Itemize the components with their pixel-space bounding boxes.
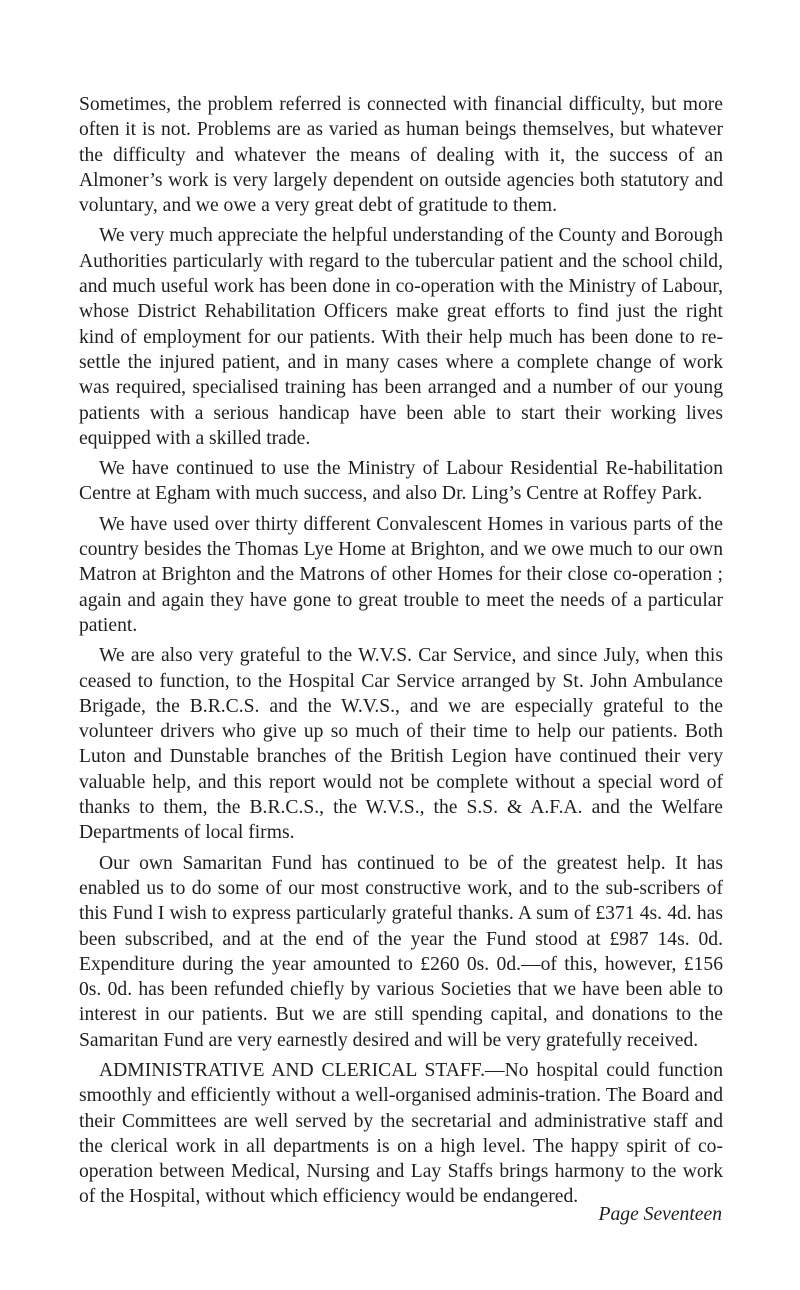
paragraph-car-service: We are also very grateful to the W.V.S. Car Service, and since July, when this ceased to function, to the Hospital Car Service arranged by St. John Ambulance Brigade, the B.R.C.S. and the W.V.S., and we are especially grateful to the volunteer drivers who give up so much of their time to help our patients. Both Luton and Dunstable branches of the British Legion have continued their very valuable help, and this report would not be complete without a special word of thanks to them, the B.R.C.S., the W.V.S., the S.S. & A.F.A. and the Welfare Departments of local firms. <box>79 645 723 844</box>
paragraph-county-borough-authorities: We very much appreciate the helpful understanding of the County and Borough Authorities particularly with regard to the tubercular patient and the school child, and much useful work has been done in co-operation with the Ministry of Labour, whose District Rehabilitation Officers make great efforts to find just the right kind of employment for our patients. With their help much has been done to re-settle the injured patient, and in many cases where a complete change of work was required, specialised training has been arranged and a number of our young patients with a serious handicap have been able to start their working lives equipped with a skilled trade. <box>79 225 723 449</box>
paragraph-rehabilitation-centre: We have continued to use the Ministry of Labour Residential Re-habilitation Centre at Egham with much success, and also Dr. Ling’s Centre at Roffey Park. <box>79 458 723 505</box>
paragraph-administrative-staff: ADMINISTRATIVE AND CLERICAL STAFF.—No hospital could function smoothly and efficiently without a well-organised adminis-tration. The Board and their Committees are well served by the secretarial and administrative staff and the clerical work in all departments is on a high level. The happy spirit of co-operation between Medical, Nursing and Lay Staffs brings harmony to the work of the Hospital, without which efficiency would be endangered. <box>79 1059 723 1208</box>
document-body <box>79 92 723 1215</box>
paragraph-financial-difficulty: Sometimes, the problem referred is connected with financial difficulty, but more often it is not. Problems are as varied as human beings themselves, but whatever the difficulty and whatever the means of dealing with it, the success of an Almoner’s work is very largely dependent on outside agencies both statutory and voluntary, and we owe a very great debt of gratitude to them. <box>79 94 723 217</box>
page-number: Page Seventeen <box>598 1204 722 1225</box>
paragraph-samaritan-fund: Our own Samaritan Fund has continued to be of the greatest help. It has enabled us to do some of our most constructive work, and to the sub-scribers of this Fund I wish to express particularly grateful thanks. A sum of £371 4s. 4d. has been subscribed, and at the end of the year the Fund stood at £987 14s. 0d. Expenditure during the year amounted to £260 0s. 0d.—of this, however, £156 0s. 0d. has been refunded chiefly by various Societies that we have been able to interest in our patients. But we are still spending capital, and donations to the Samaritan Fund are very earnestly desired and will be very gratefully received. <box>79 852 723 1051</box>
paragraph-convalescent-homes: We have used over thirty different Convalescent Homes in various parts of the country besides the Thomas Lye Home at Brighton, and we owe much to our own Matron at Brighton and the Matrons of other Homes for their close co-operation ; again and again they have gone to great trouble to meet the needs of a particular patient. <box>79 513 723 636</box>
